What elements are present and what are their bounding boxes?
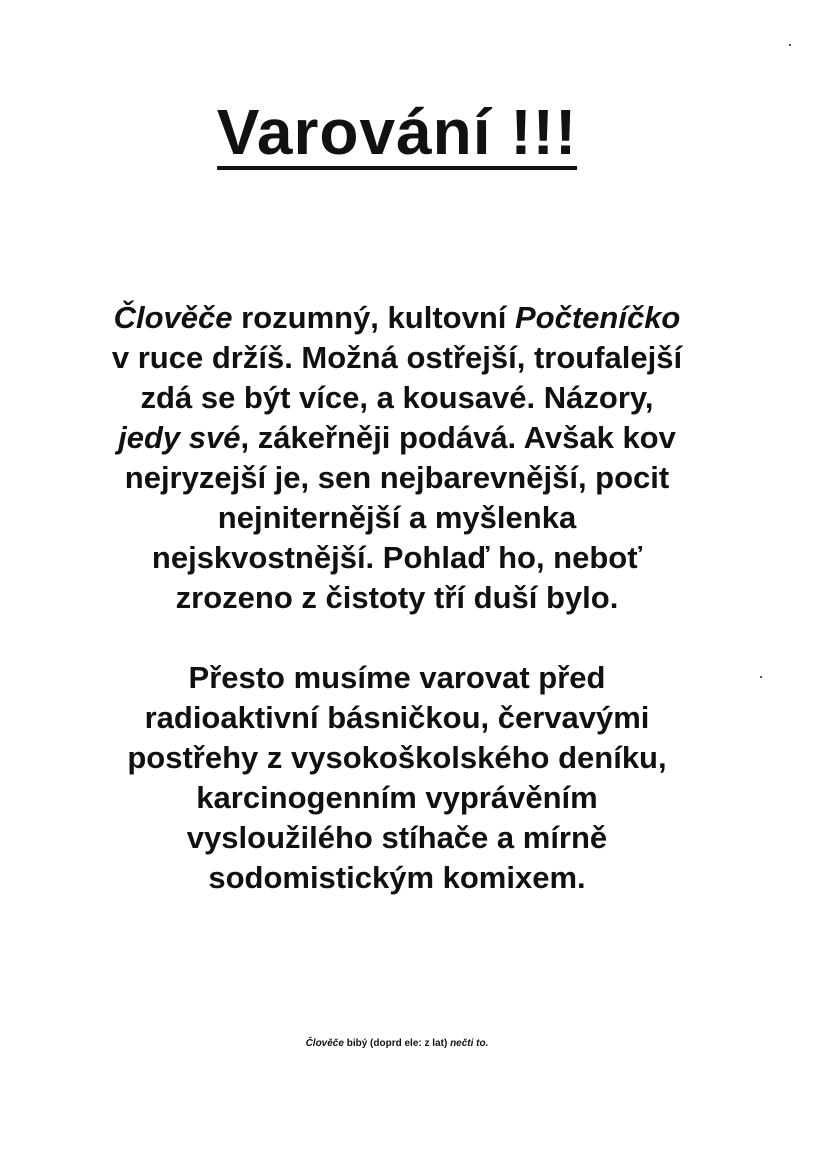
italic-text: Člověče xyxy=(305,1038,344,1049)
text-line: sodomistickým komixem. xyxy=(208,860,586,895)
text-line: nejniternější a myšlenka xyxy=(217,500,577,535)
text-line: postřehy z vysokoškolského deníku, xyxy=(127,740,667,775)
text-line: nejryzejší je, sen nejbarevnější, pocit xyxy=(124,460,670,495)
italic-text: nečti to. xyxy=(450,1038,489,1049)
paragraph-intro xyxy=(60,298,734,618)
text-line: radioaktivní básničkou, červavými xyxy=(144,700,650,735)
text-line: nejskvostnější. Pohlaď ho, neboť xyxy=(151,540,643,575)
scan-speck xyxy=(789,44,791,46)
text-line: karcinogenním vyprávěním xyxy=(196,780,598,815)
paragraph-warning xyxy=(60,658,734,898)
text-run: bibý (doprd ele: z lat) xyxy=(343,1038,451,1049)
page-title xyxy=(0,96,794,170)
page-title-text: Varování !!! xyxy=(216,96,578,168)
text-run: , zákeřněji podává. Avšak kov xyxy=(240,420,676,455)
text-line: Přesto musíme varovat před xyxy=(188,660,606,695)
text-line: v ruce držíš. Možná ostřejší, troufalejší xyxy=(111,340,683,375)
text-line: vysloužilého stíhače a mírně xyxy=(186,820,608,855)
italic-text: Počteníčko xyxy=(514,300,681,335)
footer-note xyxy=(0,1038,794,1049)
text-line: zrozeno z čistoty tří duší bylo. xyxy=(175,580,619,615)
text-line xyxy=(60,418,734,458)
text-line: zdá se být více, a kousavé. Názory, xyxy=(140,380,654,415)
italic-text: Člověče xyxy=(113,300,233,335)
scan-speck xyxy=(760,676,762,678)
text-run: rozumný, kultovní xyxy=(232,300,515,335)
italic-text: jedy své xyxy=(118,420,241,455)
text-line xyxy=(60,298,734,338)
